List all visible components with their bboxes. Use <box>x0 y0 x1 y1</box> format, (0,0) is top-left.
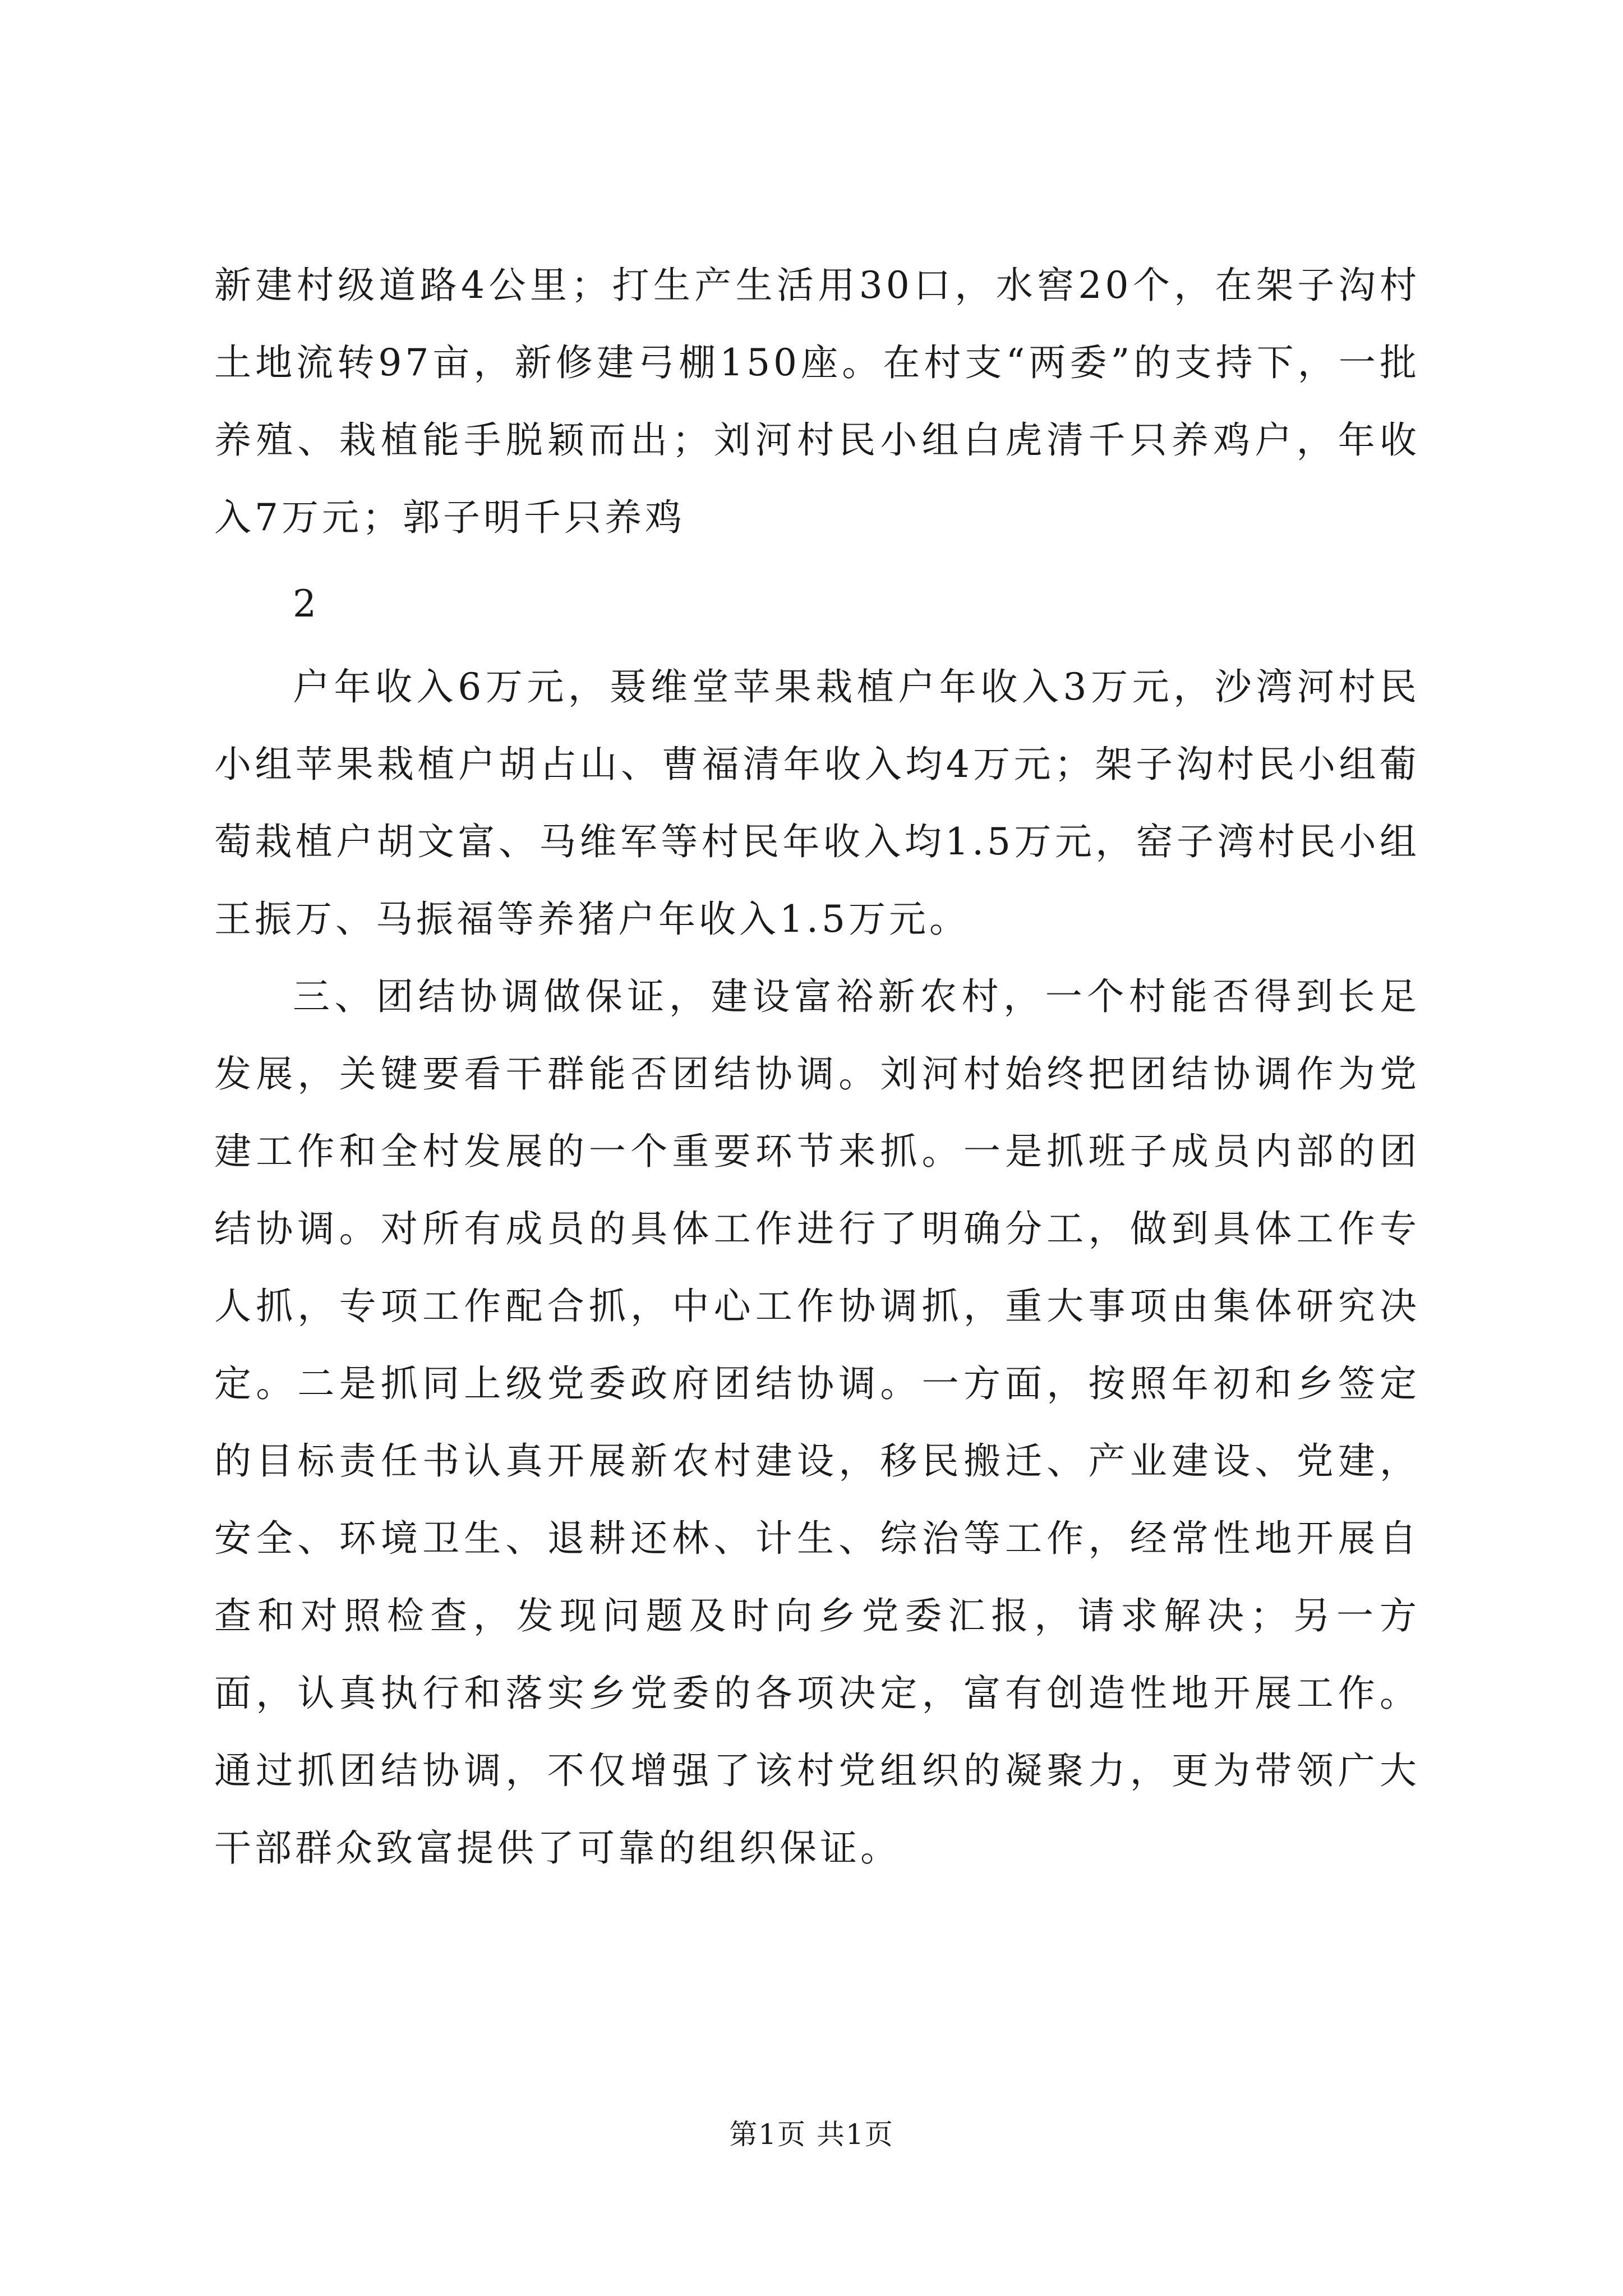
inline-page-number: 2 <box>293 582 320 625</box>
page-footer: 第1页 共1页 <box>729 2118 894 2151</box>
paragraph-household-incomes: 户年收入6万元，聂维堂苹果栽植户年收入3万元，沙湾河村民小组苹果栽植户胡占山、曹福清年收入均4万元；架子沟村民小组葡萄栽植户胡文富、马维军等村民年收入均1.5万元，窑子湾村民小组王振万、马振福等养猪户年收入1.5万元。 <box>214 665 1420 941</box>
document-body <box>214 247 1420 1887</box>
paragraph-unity-coordination: 三、团结协调做保证，建设富裕新农村，一个村能否得到长足发展，关键要看干群能否团结协调。刘河村始终把团结协调作为党建工作和全村发展的一个重要环节来抓。一是抓班子成员内部的团结协调。对所有成员的具体工作进行了明确分工，做到具体工作专人抓，专项工作配合抓，中心工作协调抓，重大事项由集体研究决定。二是抓同上级党委政府团结协调。一方面，按照年初和乡签定的目标责任书认真开展新农村建设，移民搬迁、产业建设、党建，安全、环境卫生、退耕还林、计生、综治等工作，经常性地开展自查和对照检查，发现问题及时向乡党委汇报，请求解决；另一方面，认真执行和落实乡党委的各项决定，富有创造性地开展工作。通过抓团结协调，不仅增强了该村党组织的凝聚力，更为带领广大干部群众致富提供了可靠的组织保证。 <box>214 975 1420 1870</box>
paragraph-roads-and-farming: 新建村级道路4公里；打生产生活用30口，水窖20个，在架子沟村土地流转97亩，新修建弓棚150座。在村支“两委”的支持下，一批养殖、栽植能手脱颖而出；刘河村民小组白虎清千只养鸡户，年收入7万元；郭子明千只养鸡 <box>214 264 1420 539</box>
